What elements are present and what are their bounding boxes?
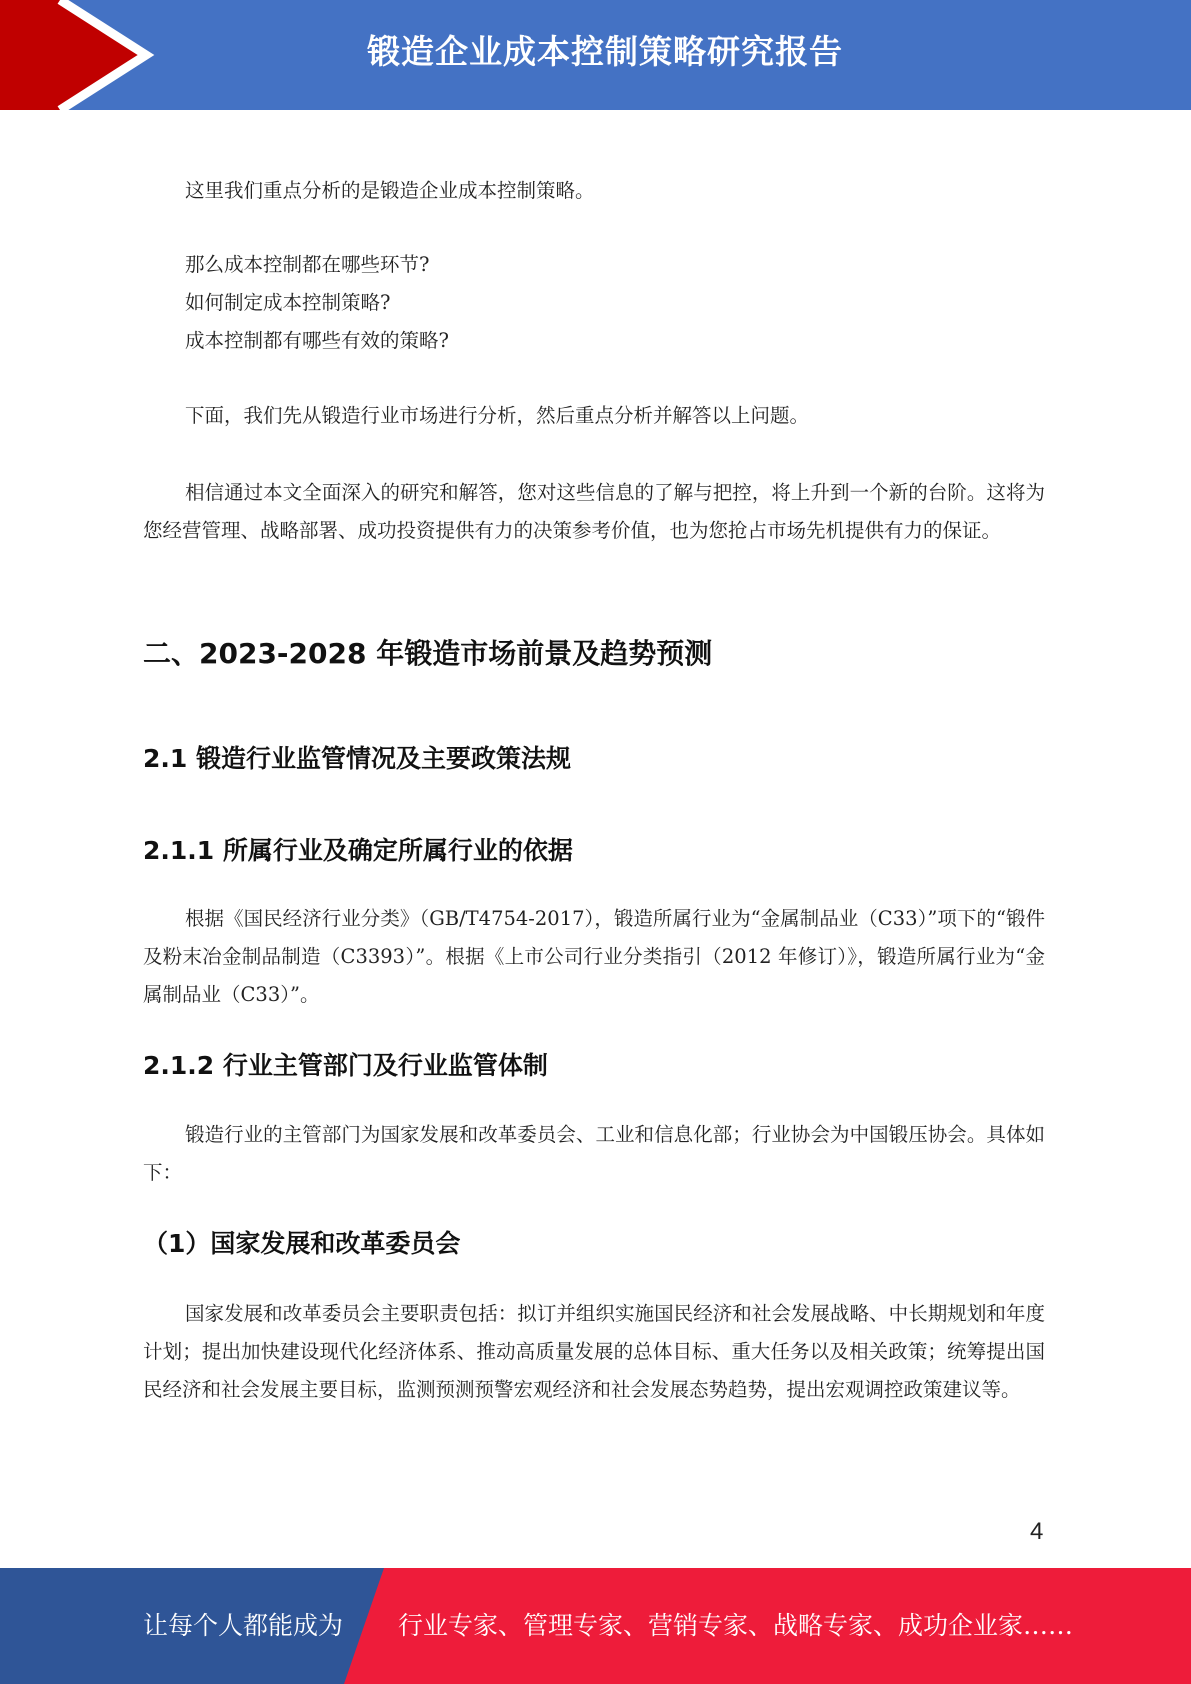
belief-paragraph: 相信通过本文全面深入的研究和解答，您对这些信息的了解与把控，将上升到一个新的台阶。这将为您经营管理、战略部署、成功投资提供有力的决策参考价值，也为您抢占市场先机提供有力的保证。 [143, 481, 1045, 542]
list-heading: （1）国家发展和改革委员会 [143, 1229, 461, 1258]
industry-classification-paragraph: 根据《国民经济行业分类》（GB/T4754-2017），锻造所属行业为“金属制品业（C33）”项下的“锻件及粉末冶金制品制造（C3393）”。根据《上市公司行业分类指引（2012 年修订）》，锻造所属行业为“金属制品业（C33）”。 [143, 907, 1045, 1006]
subsection-heading: 2.1.1 所属行业及确定所属行业的依据 [143, 836, 573, 865]
ndrc-paragraph: 国家发展和改革委员会主要职责包括：拟订并组织实施国民经济和社会发展战略、中长期规划和年度计划；提出加快建设现代化经济体系、推动高质量发展的总体目标、重大任务以及相关政策；统筹提出国民经济和社会发展主要目标，监测预测预警宏观经济和社会发展态势趋势，提出宏观调控政策建议等。 [143, 1302, 1045, 1401]
intro-paragraph: 这里我们重点分析的是锻造企业成本控制策略。 [185, 179, 595, 202]
footer-banner [0, 1568, 1191, 1684]
header-banner [0, 0, 1191, 110]
question-item: 那么成本控制都在哪些环节? [185, 253, 430, 276]
footer-expert-list: 行业专家、管理专家、营销专家、战略专家、成功企业家…… [398, 1611, 1074, 1640]
next-steps-paragraph: 下面，我们先从锻造行业市场进行分析，然后重点分析并解答以上问题。 [185, 404, 810, 427]
section-heading: 二、2023-2028 年锻造市场前景及趋势预测 [143, 637, 713, 670]
subsection-heading: 2.1 锻造行业监管情况及主要政策法规 [143, 744, 571, 773]
footer-slogan: 让每个人都能成为 [143, 1611, 344, 1640]
subsection-heading: 2.1.2 行业主管部门及行业监管体制 [143, 1051, 548, 1080]
page-number: 4 [1030, 1518, 1044, 1545]
report-title: 锻造企业成本控制策略研究报告 [367, 32, 843, 71]
regulator-paragraph: 锻造行业的主管部门为国家发展和改革委员会、工业和信息化部；行业协会为中国锻压协会。具体如下： [143, 1123, 1045, 1184]
question-item: 如何制定成本控制策略? [185, 291, 391, 314]
question-item: 成本控制都有哪些有效的策略? [185, 329, 449, 352]
